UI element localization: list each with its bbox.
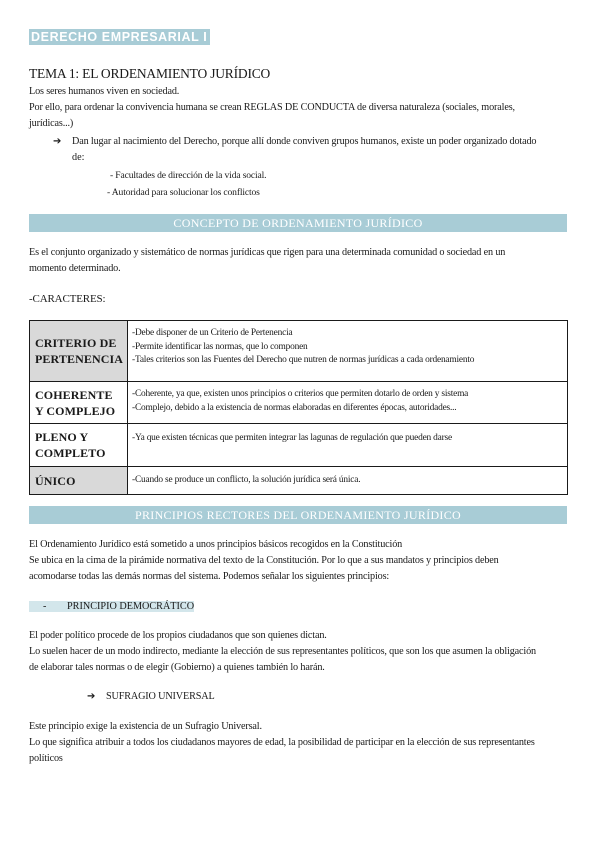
principio-democratico-bullet bbox=[29, 599, 194, 614]
definition-line: Es el conjunto organizado y sistemático de normas jurídicas que rigen para una determinada comunidad o sociedad en un bbox=[29, 247, 506, 258]
sufragio-line: Este principio exige la existencia de un Sufragio Universal. bbox=[29, 721, 262, 732]
table-value bbox=[128, 467, 568, 495]
table-key bbox=[30, 467, 128, 495]
sufragio-line: Lo que significa atribuir a todos los ciudadanos mayores de edad, la posibilidad de participar en la elección de sus representantes bbox=[29, 737, 535, 748]
tema-heading: TEMA 1: EL ORDENAMIENTO JURÍDICO bbox=[29, 66, 271, 81]
section-heading-concepto: CONCEPTO DE ORDENAMIENTO JURÍDICO bbox=[29, 214, 567, 232]
table-value-line: -Complejo, debido a la existencia de normas elaboradas en diferentes épocas, autoridades... bbox=[132, 402, 457, 413]
table-key-line: CRITERIO DE bbox=[35, 336, 117, 350]
intro-line: Por ello, para ordenar la convivencia humana se crean REGLAS DE CONDUCTA de diversa naturaleza (sociales, morales, bbox=[29, 102, 515, 113]
table-row bbox=[30, 321, 568, 382]
table-value-line: -Permite identificar las normas, que lo componen bbox=[132, 341, 308, 352]
table-value-line: -Coherente, ya que, existen unos principios o criterios que permiten dotarlo de orden y sistema bbox=[132, 389, 469, 399]
democratic-line: de elaborar tales normas o de elegir (Gobierno) a quienes también lo harán. bbox=[29, 662, 325, 673]
table-key-line: PERTENENCIA bbox=[35, 352, 124, 366]
principio-democratico-highlight bbox=[29, 601, 194, 612]
table-row bbox=[30, 424, 568, 467]
definition-line: momento determinado. bbox=[29, 263, 121, 274]
table-value-line: -Debe disponer de un Criterio de Pertenencia bbox=[132, 328, 293, 338]
democratic-line: Lo suelen hacer de un modo indirecto, mediante la elección de sus representantes políticos, que son los que asumen la obligación bbox=[29, 646, 536, 657]
table-value-line: -Ya que existen técnicas que permiten integrar las lagunas de regulación que pueden darse bbox=[132, 433, 452, 443]
right-arrow-icon: ➔ bbox=[53, 136, 62, 147]
principles-line: acomodarse todas las demás normas del sistema. Podemos señalar los siguientes principios: bbox=[29, 571, 390, 582]
sufragio-line: políticos bbox=[29, 753, 63, 764]
table-key bbox=[30, 424, 128, 467]
caracteres-table bbox=[29, 320, 568, 495]
caracteres-label: -CARACTERES: bbox=[29, 293, 106, 305]
principles-line: El Ordenamiento Jurídico está sometido a unos principios básicos recogidos en la Constitución bbox=[29, 539, 403, 550]
arrow-point-continuation: de: bbox=[72, 152, 85, 163]
table-value bbox=[128, 382, 568, 424]
table-value-line: -Cuando se produce un conflicto, la solución jurídica será única. bbox=[132, 474, 361, 485]
table-value bbox=[128, 321, 568, 382]
right-arrow-icon: ➔ bbox=[87, 691, 96, 702]
table-key-line: PLENO Y bbox=[35, 430, 89, 444]
table-key-line: COHERENTE bbox=[35, 387, 113, 402]
table-key bbox=[30, 382, 128, 424]
principles-line: Se ubica en la cima de la pirámide normativa del texto de la Constitución. Por lo que a sus mandatos y principios deben bbox=[29, 555, 499, 566]
table-row bbox=[30, 382, 568, 424]
principio-democratico-label: PRINCIPIO DEMOCRÁTICO bbox=[67, 601, 195, 612]
table-key bbox=[30, 321, 128, 382]
table-value-line: -Tales criterios son las Fuentes del Derecho que nutren de normas jurídicas a cada ordenamiento bbox=[132, 355, 475, 365]
arrow-point bbox=[53, 134, 536, 150]
document-title: DERECHO EMPRESARIAL I bbox=[29, 29, 210, 45]
bullet-dash: - bbox=[43, 601, 47, 612]
sufragio-label: SUFRAGIO UNIVERSAL bbox=[106, 691, 215, 702]
section-heading-principios: PRINCIPIOS RECTORES DEL ORDENAMIENTO JURÍDICO bbox=[29, 506, 567, 524]
sufragio-point bbox=[87, 689, 215, 705]
democratic-line: El poder político procede de los propios ciudadanos que son quienes dictan. bbox=[29, 630, 327, 641]
table-value bbox=[128, 424, 568, 467]
table-key-line: Y COMPLEJO bbox=[35, 403, 116, 418]
sub-item: - Autoridad para solucionar los conflictos bbox=[107, 187, 260, 198]
intro-line: jurídicas...) bbox=[29, 118, 74, 129]
table-key-line: COMPLETO bbox=[35, 446, 106, 460]
arrow-point-text: Dan lugar al nacimiento del Derecho, porque allí donde conviven grupos humanos, existe un poder organizado dotado bbox=[72, 136, 537, 147]
table-key-line: ÚNICO bbox=[35, 473, 76, 488]
intro-line: Los seres humanos viven en sociedad. bbox=[29, 86, 180, 97]
sub-item: - Facultades de dirección de la vida social. bbox=[110, 170, 267, 181]
table-row bbox=[30, 467, 568, 495]
